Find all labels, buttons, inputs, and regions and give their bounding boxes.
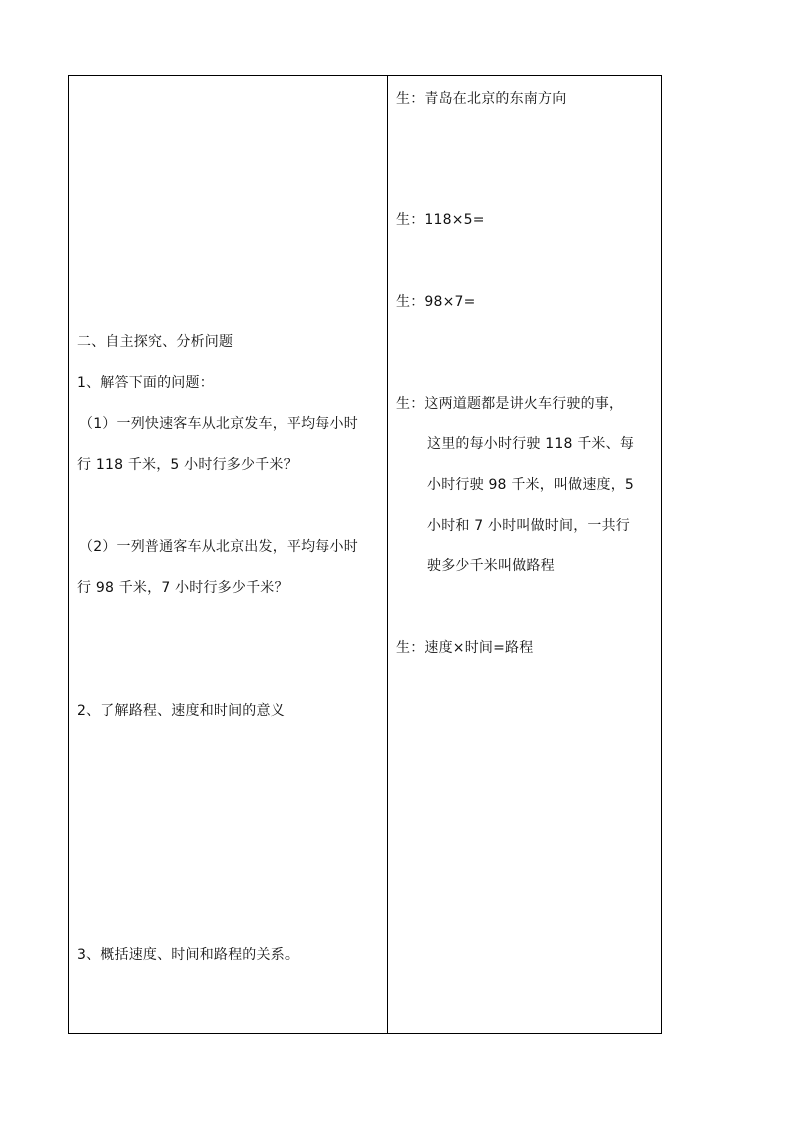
item2-title: 2、了解路程、速度和时间的意义 [77,703,285,719]
lesson-table [68,75,662,1034]
column-divider [387,76,388,1033]
student-answer-118x5: 生：118×5= [396,212,485,228]
student-answer-98x7: 生：98×7= [396,294,476,310]
student-explanation-line3: 小时行驶 98 千米，叫做速度，5 [427,477,635,493]
student-explanation-line4: 小时和 7 小时叫做时间，一共行 [427,518,631,534]
student-answer-formula: 生：速度×时间=路程 [396,640,534,656]
question2-line2: 行 98 千米，7 小时行多少千米？ [77,580,289,596]
student-answer-direction: 生：青岛在北京的东南方向 [396,91,567,107]
question2-line1: （2）一列普通客车从北京出发，平均每小时 [79,539,358,555]
student-explanation-line5: 驶多少千米叫做路程 [427,558,555,574]
item1-title: 1、解答下面的问题： [77,375,214,391]
question1-line1: （1）一列快速客车从北京发车，平均每小时 [79,416,358,432]
item3-title: 3、概括速度、时间和路程的关系。 [77,947,300,963]
student-explanation-line1: 生：这两道题都是讲火车行驶的事， [396,396,624,412]
student-explanation-line2: 这里的每小时行驶 118 千米、每 [427,436,635,452]
question1-line2: 行 118 千米，5 小时行多少千米？ [77,457,298,473]
section-title: 二、自主探究、分析问题 [77,334,234,350]
